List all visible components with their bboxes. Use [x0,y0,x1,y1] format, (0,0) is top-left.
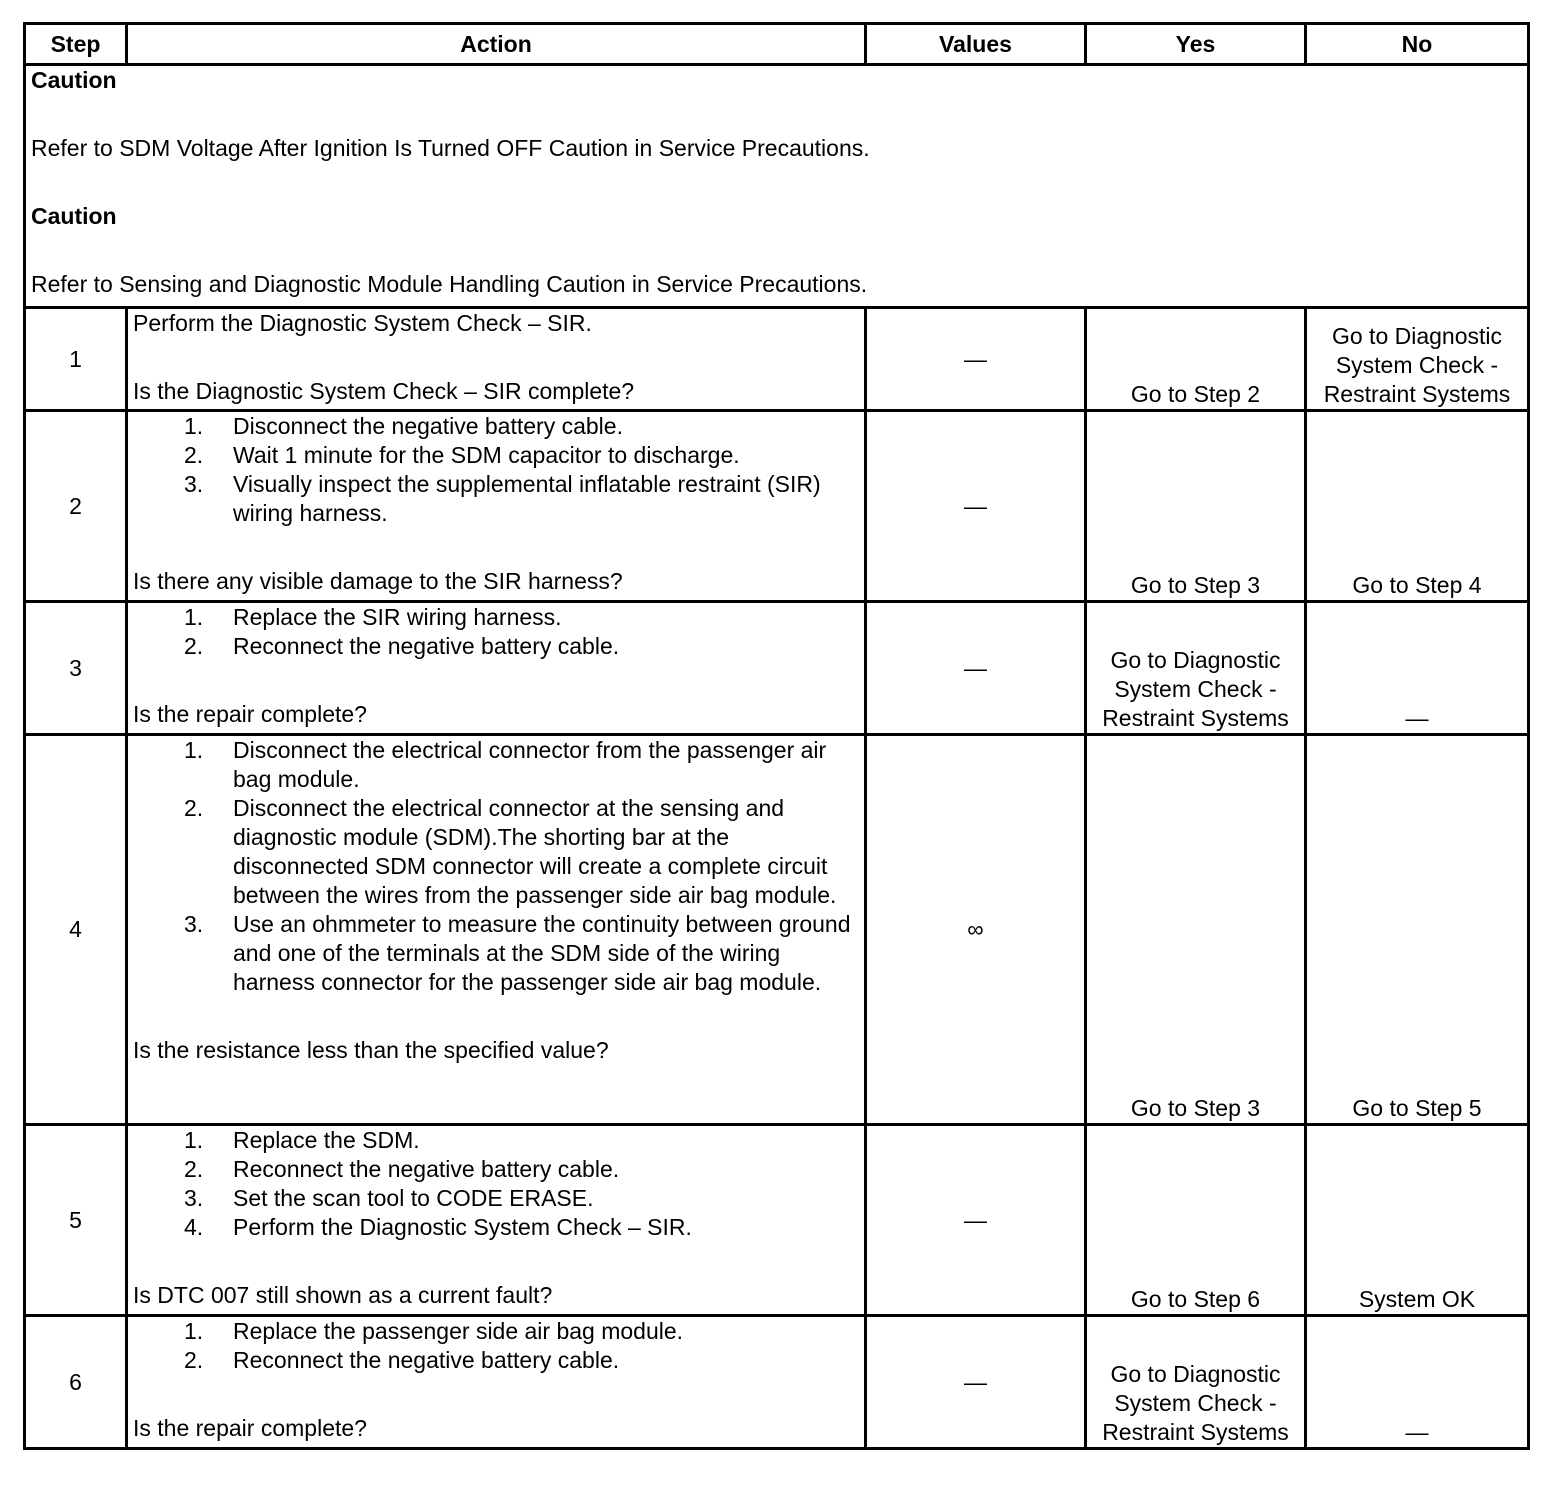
yes-cell: Go to Step 2 [1086,308,1306,411]
action-cell [127,1316,866,1449]
step-number: 6 [25,1316,127,1449]
yes-cell: Go to Diagnostic System Check - Restraint Systems [1086,1316,1306,1449]
action-list [133,603,859,661]
table-row [25,602,1529,735]
action-cell [127,735,866,1125]
caution-cell [25,65,1529,308]
header-row [25,24,1529,65]
action-item: 1. Disconnect the negative battery cable. [184,413,623,439]
table-row [25,1125,1529,1316]
table-row [25,308,1529,411]
header-yes: Yes [1086,24,1306,65]
action-question: Is the repair complete? [133,1415,367,1441]
no-cell: — [1306,602,1529,735]
caution-row [25,65,1529,308]
action-item: 1. Replace the SIR wiring harness. [184,604,562,630]
action-item: 2. Disconnect the electrical connector at the sensing and diagnostic module (SDM).The shorting bar at the disconnected SDM connector will create a complete circuit between the wires from the passenger side air bag module. [184,795,837,908]
action-item: 3. Use an ohmmeter to measure the continuity between ground and one of the terminals at the SDM side of the wiring harness connector for the passenger side air bag module. [184,911,851,995]
action-item: 2. Reconnect the negative battery cable. [184,633,620,659]
diagnostic-table [23,22,1530,1450]
action-item: 2. Reconnect the negative battery cable. [184,1347,620,1373]
action-cell [127,411,866,602]
value-cell: — [866,1125,1086,1316]
action-list [133,1317,859,1375]
step-number: 1 [25,308,127,411]
action-item: 2. Wait 1 minute for the SDM capacitor to discharge. [184,442,740,468]
header-values: Values [866,24,1086,65]
action-item: 3. Set the scan tool to CODE ERASE. [184,1185,594,1211]
step-number: 3 [25,602,127,735]
value-cell: — [866,1316,1086,1449]
action-question: Is DTC 007 still shown as a current fault? [133,1282,553,1308]
action-cell [127,1125,866,1316]
no-cell: — [1306,1316,1529,1449]
action-list [133,412,859,528]
action-item: 3. Visually inspect the supplemental inflatable restraint (SIR) wiring harness. [184,471,821,526]
table-row [25,411,1529,602]
no-cell: Go to Step 4 [1306,411,1529,602]
action-cell [127,602,866,735]
yes-cell: Go to Step 3 [1086,411,1306,602]
value-cell: ∞ [866,735,1086,1125]
action-item: 1. Disconnect the electrical connector from the passenger air bag module. [184,737,827,792]
action-list [133,1126,859,1242]
action-question: Is there any visible damage to the SIR harness? [133,568,623,594]
yes-cell: Go to Step 6 [1086,1125,1306,1316]
step-number: 5 [25,1125,127,1316]
value-cell: — [866,411,1086,602]
no-cell: Go to Step 5 [1306,735,1529,1125]
action-item: 2. Reconnect the negative battery cable. [184,1156,620,1182]
action-list [133,736,859,997]
caution-text: Refer to Sensing and Diagnostic Module Handling Caution in Service Precautions. [31,271,868,297]
step-number: 4 [25,735,127,1125]
action-question: Is the Diagnostic System Check – SIR complete? [133,378,635,404]
yes-cell: Go to Diagnostic System Check - Restraint Systems [1086,602,1306,735]
yes-cell: Go to Step 3 [1086,735,1306,1125]
value-cell: — [866,602,1086,735]
table-row [25,1316,1529,1449]
caution-title: Caution [31,203,117,229]
header-no: No [1306,24,1529,65]
action-item: 1. Replace the SDM. [184,1127,420,1153]
caution-text: Refer to SDM Voltage After Ignition Is Turned OFF Caution in Service Precautions. [31,135,870,161]
header-step: Step [25,24,127,65]
caution-title: Caution [31,67,117,93]
no-cell: System OK [1306,1125,1529,1316]
action-item: 4. Perform the Diagnostic System Check – SIR. [184,1214,692,1240]
table-row [25,735,1529,1125]
action-intro: Perform the Diagnostic System Check – SIR. [133,310,592,336]
no-cell: Go to Diagnostic System Check - Restraint Systems [1306,308,1529,411]
value-cell: — [866,308,1086,411]
action-question: Is the resistance less than the specified value? [133,1037,609,1063]
header-action: Action [127,24,866,65]
action-cell [127,308,866,411]
action-item: 1. Replace the passenger side air bag module. [184,1318,684,1344]
action-question: Is the repair complete? [133,701,367,727]
step-number: 2 [25,411,127,602]
